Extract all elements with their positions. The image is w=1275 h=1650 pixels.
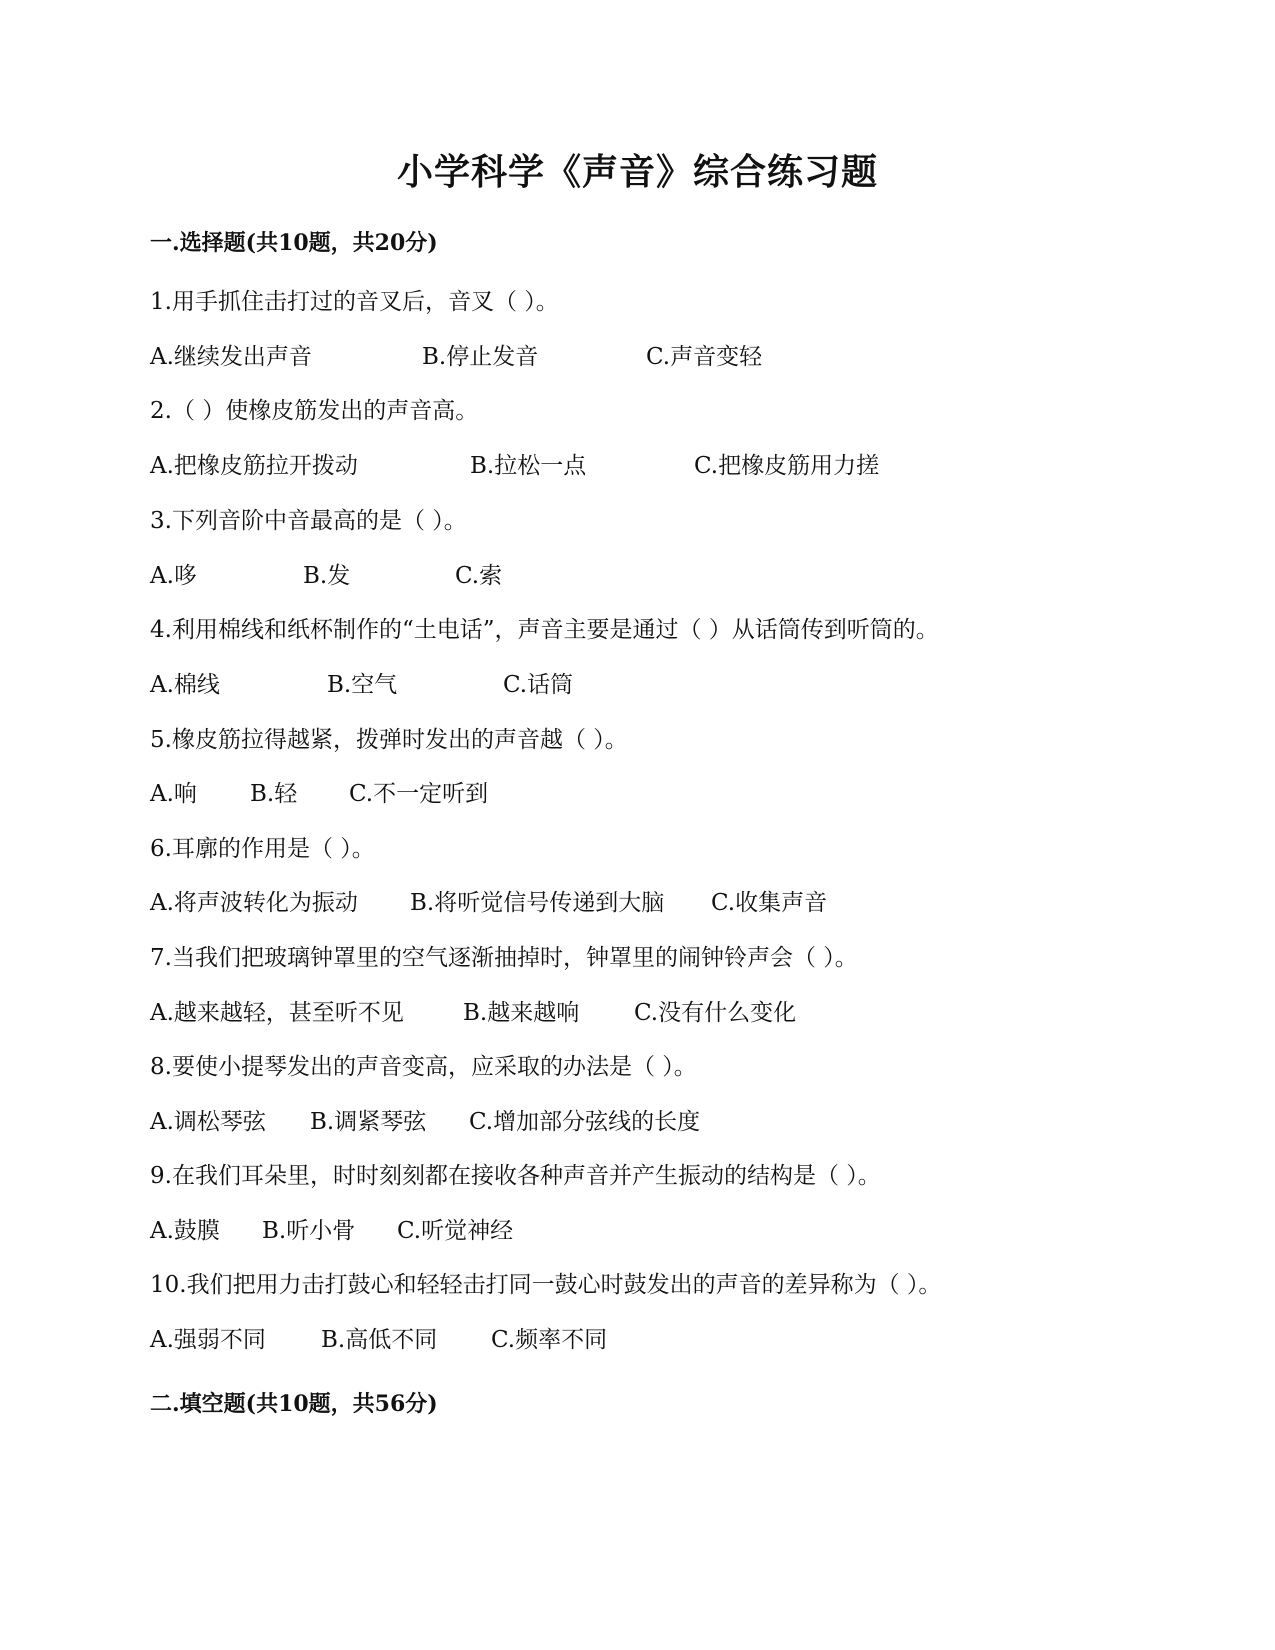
option-b: B.调紧琴弦	[310, 1109, 427, 1135]
option-b: B.听小骨	[262, 1218, 356, 1244]
option-c: C.不一定听到	[349, 781, 489, 807]
option-c: C.把橡皮筋用力搓	[694, 453, 880, 479]
options-10	[150, 1323, 1150, 1357]
option-b: B.轻	[250, 781, 298, 807]
option-a: A.棉线	[150, 672, 220, 698]
options-9	[150, 1214, 1150, 1248]
page-title: 小学科学《声音》综合练习题	[396, 151, 878, 193]
option-c: C.频率不同	[491, 1327, 608, 1353]
section-heading-choice: 一.选择题(共10题，共20分)	[150, 230, 438, 256]
option-a: A.继续发出声音	[150, 344, 312, 370]
question-6: 6.耳廓的作用是（ ）。	[150, 836, 375, 862]
options-1	[150, 340, 1150, 374]
question-7: 7.当我们把玻璃钟罩里的空气逐渐抽掉时，钟罩里的闹钟铃声会（ ）。	[150, 945, 858, 971]
question-2: 2.（ ）使橡皮筋发出的声音高。	[150, 398, 479, 424]
question-4: 4.利用棉线和纸杯制作的“土电话”，声音主要是通过（ ）从话筒传到听筒的。	[150, 617, 939, 643]
option-c: C.收集声音	[711, 890, 828, 916]
option-c: C.没有什么变化	[634, 1000, 797, 1026]
option-b: B.拉松一点	[470, 453, 587, 479]
option-b: B.停止发音	[422, 344, 539, 370]
option-a: A.调松琴弦	[150, 1109, 266, 1135]
options-8	[150, 1105, 1150, 1139]
option-a: A.哆	[150, 563, 197, 589]
option-a: A.鼓膜	[150, 1218, 220, 1244]
option-a: A.将声波转化为振动	[150, 890, 358, 916]
section-heading-fill-in: 二.填空题(共10题，共56分)	[150, 1391, 438, 1417]
question-10: 10.我们把用力击打鼓心和轻轻击打同一鼓心时鼓发出的声音的差异称为（ ）。	[150, 1272, 942, 1298]
question-8: 8.要使小提琴发出的声音变高，应采取的办法是（ ）。	[150, 1054, 697, 1080]
option-a: A.强弱不同	[150, 1327, 266, 1353]
options-6	[150, 886, 1150, 920]
question-3: 3.下列音阶中音最高的是（ ）。	[150, 508, 467, 534]
option-c: C.索	[455, 563, 503, 589]
option-c: C.声音变轻	[646, 344, 763, 370]
options-2	[150, 449, 1150, 483]
option-b: B.越来越响	[463, 1000, 580, 1026]
option-a: A.响	[150, 781, 197, 807]
option-b: B.空气	[327, 672, 398, 698]
option-c: C.话筒	[503, 672, 574, 698]
options-4	[150, 668, 1150, 702]
option-b: B.高低不同	[321, 1327, 438, 1353]
option-a: A.把橡皮筋拉开拨动	[150, 453, 358, 479]
question-1: 1.用手抓住击打过的音叉后，音叉（ ）。	[150, 289, 559, 315]
options-5	[150, 777, 1150, 811]
question-5: 5.橡皮筋拉得越紧，拨弹时发出的声音越（ ）。	[150, 727, 628, 753]
option-a: A.越来越轻，甚至听不见	[150, 1000, 404, 1026]
options-7	[150, 996, 1150, 1030]
option-c: C.增加部分弦线的长度	[469, 1109, 701, 1135]
options-3	[150, 559, 1150, 593]
question-9: 9.在我们耳朵里，时时刻刻都在接收各种声音并产生振动的结构是（ ）。	[150, 1163, 881, 1189]
option-b: B.将听觉信号传递到大脑	[410, 890, 665, 916]
option-b: B.发	[303, 563, 351, 589]
option-c: C.听觉神经	[397, 1218, 514, 1244]
